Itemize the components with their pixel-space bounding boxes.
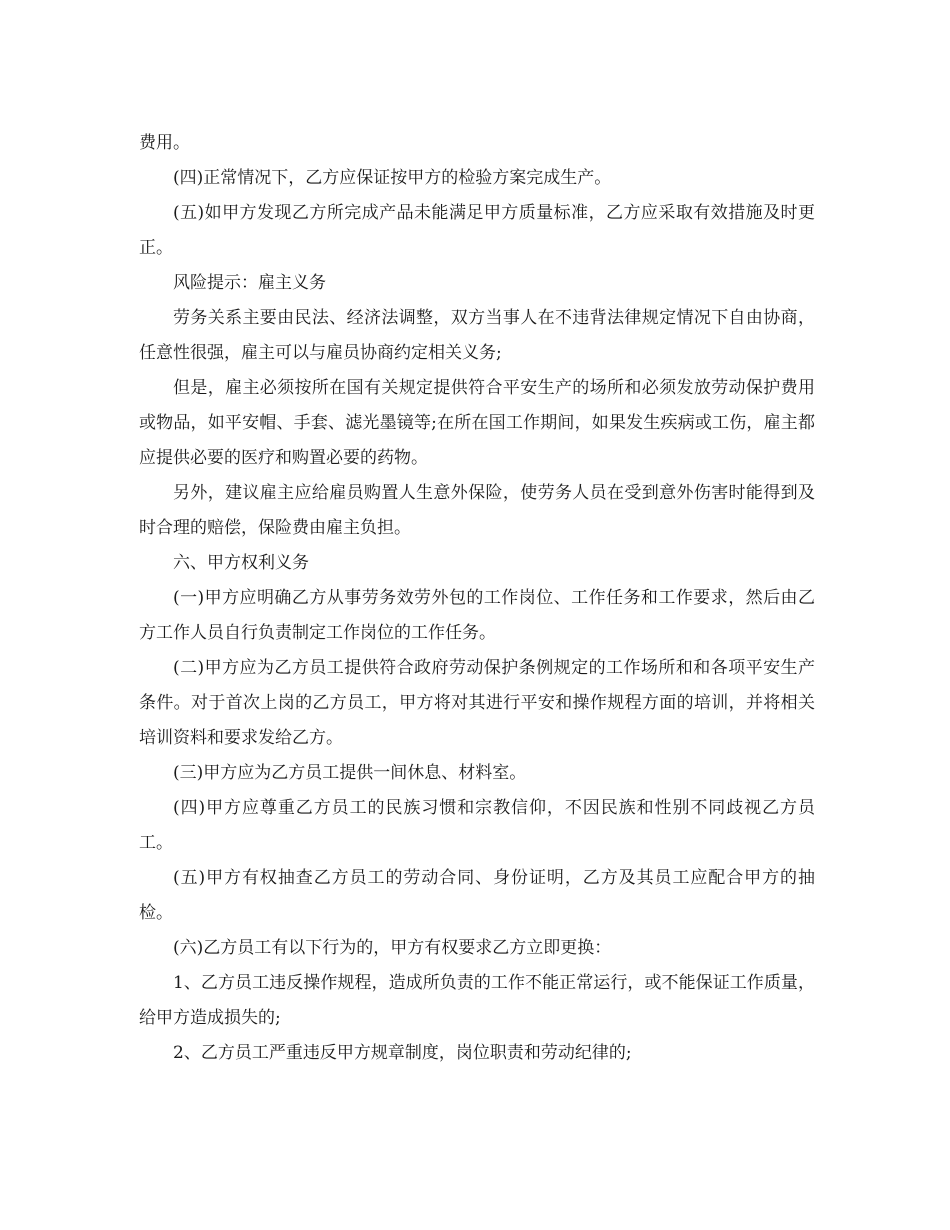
- paragraph-item: (五)如甲方发现乙方所完成产品未能满足甲方质量标准，乙方应采取有效措施及时更正。: [139, 203, 815, 258]
- paragraph-item: (四)甲方应尊重乙方员工的民族习惯和宗教信仰，不因民族和性别不同歧视乙方员工。: [139, 798, 815, 853]
- paragraph-item: 2、乙方员工严重违反甲方规章制度，岗位职责和劳动纪律的;: [173, 1043, 632, 1063]
- section-heading: 六、甲方权利义务: [173, 553, 309, 573]
- paragraph-item: (六)乙方员工有以下行为的，甲方有权要求乙方立即更换：: [173, 938, 612, 958]
- paragraph-item: 另外，建议雇主应给雇员购置人生意外保险，使劳务人员在受到意外伤害时能得到及时合理的赔偿，保险费由雇主负担。: [139, 483, 815, 538]
- paragraph-item: 劳务关系主要由民法、经济法调整，双方当事人在不违背法律规定情况下自由协商，任意性很强，雇主可以与雇员协商约定相关义务;: [139, 308, 815, 363]
- paragraph-item: (三)甲方应为乙方员工提供一间休息、材料室。: [173, 763, 527, 783]
- paragraph-item: (五)甲方有权抽查乙方员工的劳动合同、身份证明，乙方及其员工应配合甲方的抽检。: [139, 868, 815, 923]
- paragraph-continuation: 费用。: [139, 133, 190, 153]
- paragraph-item: (一)甲方应明确乙方从事劳务效劳外包的工作岗位、工作任务和工作要求，然后由乙方工作人员自行负责制定工作岗位的工作任务。: [139, 588, 815, 643]
- paragraph-item: 但是，雇主必须按所在国有关规定提供符合平安生产的场所和必须发放劳动保护费用或物品，如平安帽、手套、滤光墨镜等;在所在国工作期间，如果发生疾病或工伤，雇主都应提供必要的医疗和购置必要的药物。: [139, 378, 815, 468]
- risk-tip-heading: 风险提示：雇主义务: [173, 273, 326, 293]
- paragraph-item: 1、乙方员工违反操作规程，造成所负责的工作不能正常运行，或不能保证工作质量，给甲方造成损失的;: [139, 973, 815, 1028]
- paragraph-item: (二)甲方应为乙方员工提供符合政府劳动保护条例规定的工作场所和和各项平安生产条件。对于首次上岗的乙方员工，甲方将对其进行平安和操作规程方面的培训，并将相关培训资料和要求发给乙方。: [139, 658, 815, 748]
- paragraph-item: (四)正常情况下，乙方应保证按甲方的检验方案完成生产。: [173, 168, 612, 188]
- document-body: [139, 126, 815, 1071]
